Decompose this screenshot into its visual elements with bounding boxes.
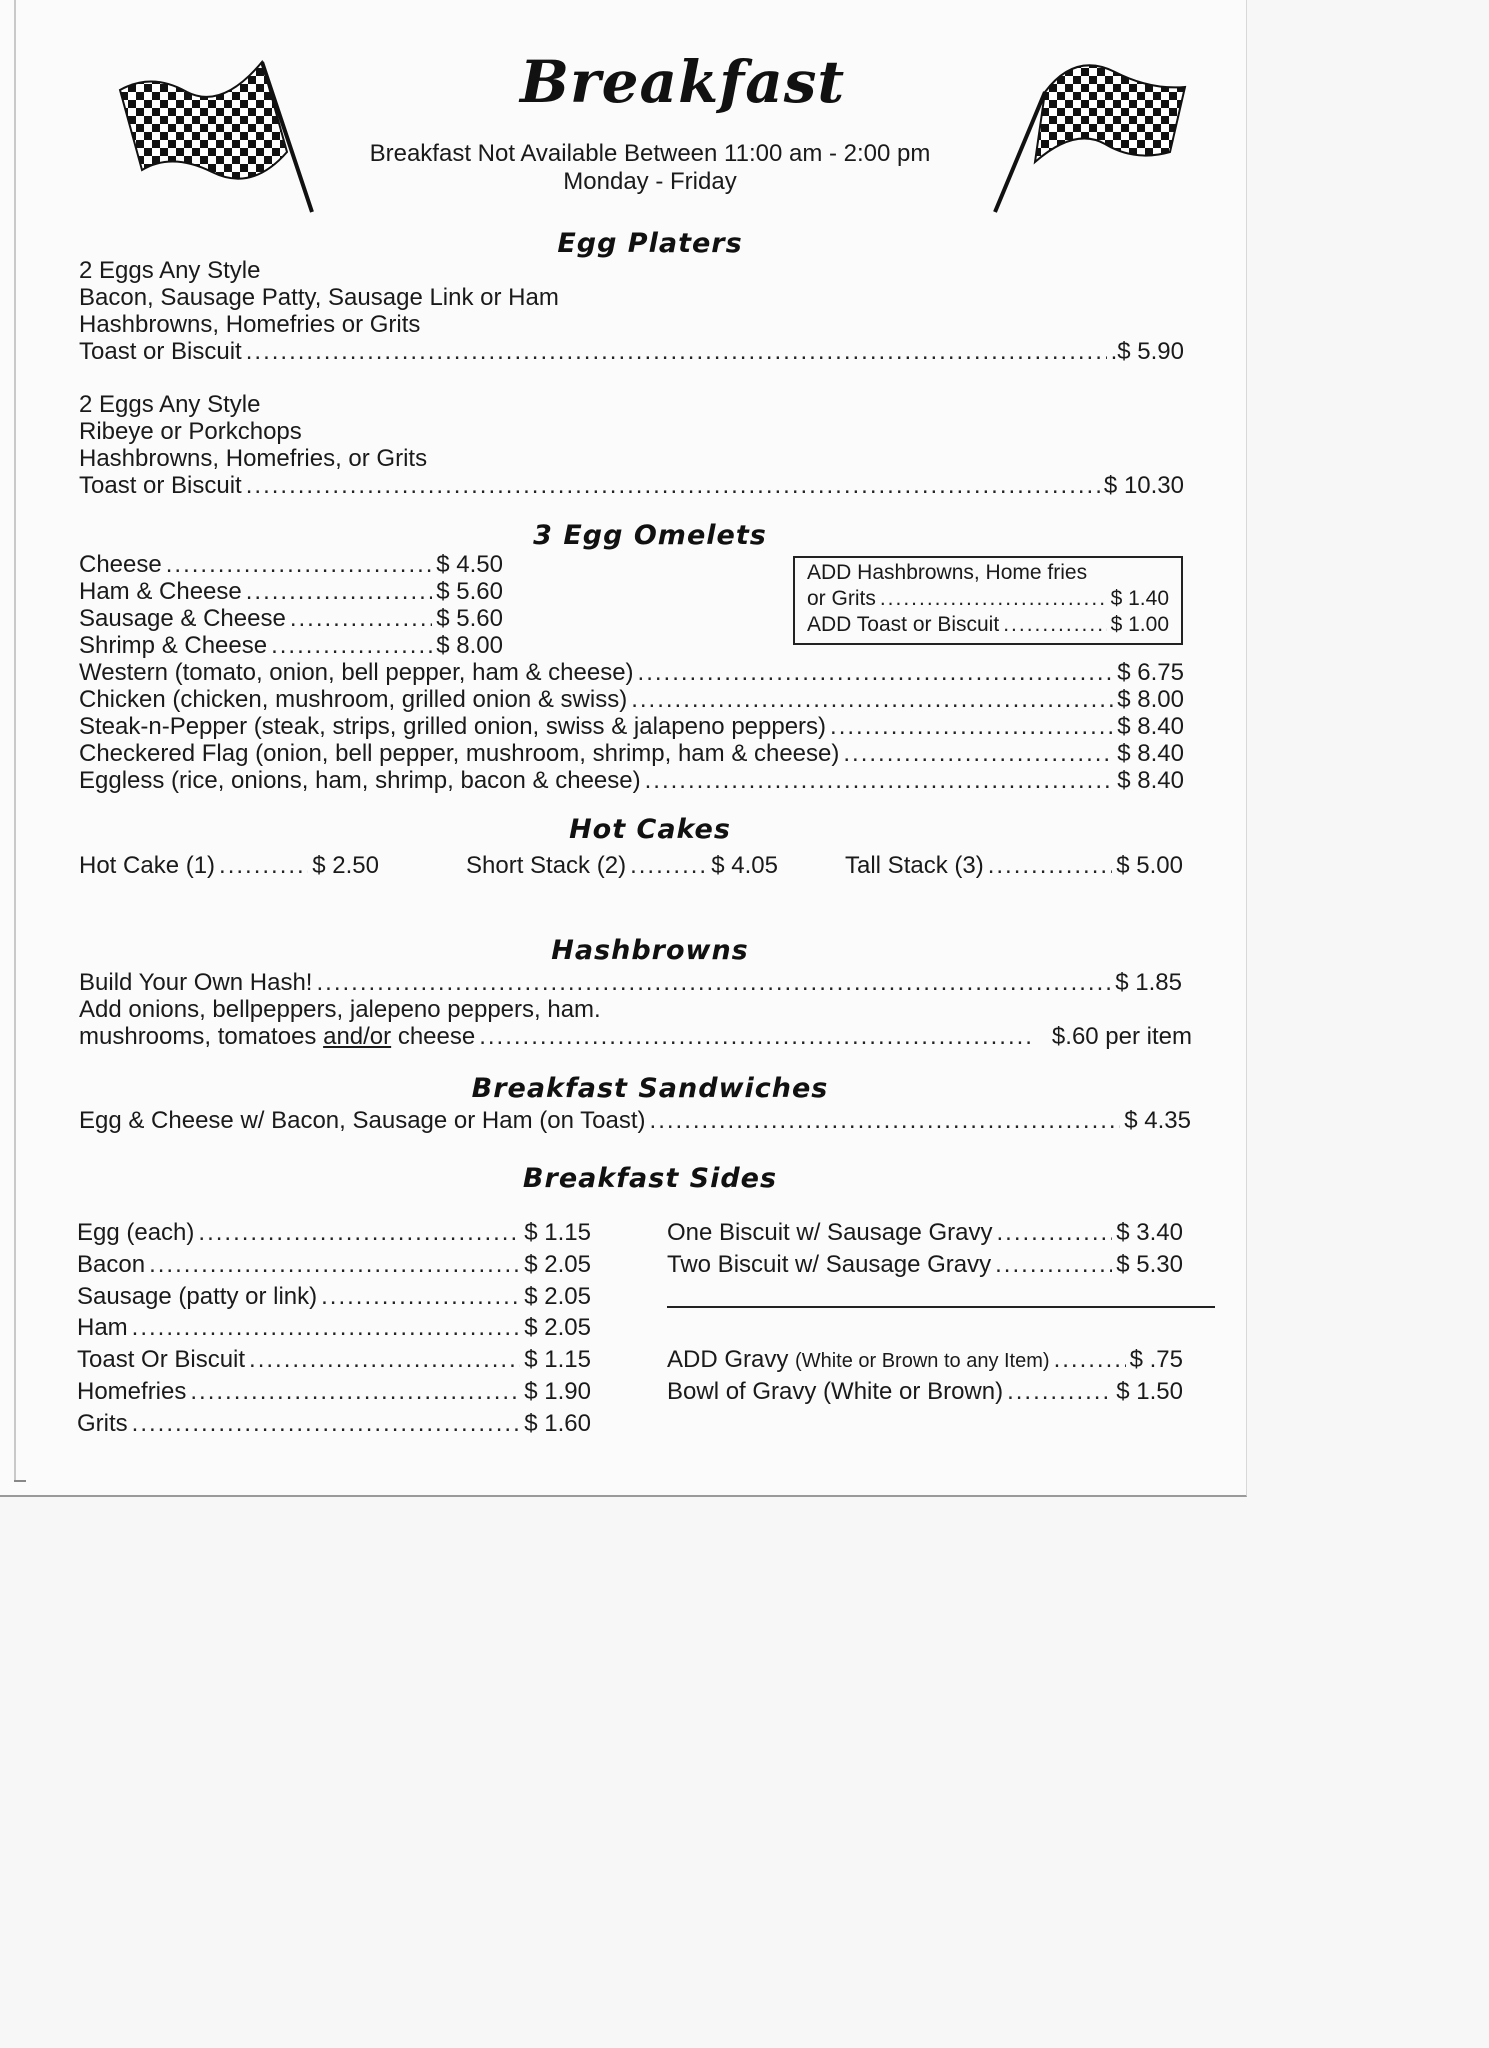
item-name: Toast Or Biscuit xyxy=(77,1346,246,1373)
plate1-line: Bacon, Sausage Patty, Sausage Link or Ham xyxy=(79,284,559,311)
item-price: $ 5.30 xyxy=(1116,1251,1183,1278)
item-name: Eggless (rice, onions, ham, shrimp, bacon & cheese) xyxy=(79,767,641,794)
dot-leader xyxy=(316,969,1111,996)
omelet-short-row xyxy=(79,605,503,632)
item-name: Ham xyxy=(77,1314,128,1341)
dot-leader xyxy=(271,632,432,659)
dot-leader xyxy=(880,586,1107,612)
gravy-biscuit-row xyxy=(667,1219,1183,1246)
add-ons-box xyxy=(793,556,1183,645)
item-name: Ham & Cheese xyxy=(79,578,242,605)
plate2-line: Ribeye or Porkchops xyxy=(79,418,302,445)
item-price: $ 4.50 xyxy=(436,551,503,578)
addbox-row xyxy=(807,586,1169,612)
dot-leader xyxy=(290,605,432,632)
item-price: $ 2.05 xyxy=(524,1314,591,1341)
item-name: Homefries xyxy=(77,1378,187,1405)
dot-leader xyxy=(843,740,1113,767)
item-price: $ 1.15 xyxy=(524,1219,591,1246)
side-row xyxy=(77,1410,591,1437)
plate2-price-row xyxy=(79,472,1184,499)
item-name xyxy=(79,1023,475,1050)
item-name: Grits xyxy=(77,1410,128,1437)
dot-leader xyxy=(645,767,1114,794)
item-price: $ 4.35 xyxy=(1124,1107,1191,1134)
scan-edge-tick xyxy=(14,1480,26,1482)
omelet-short-row xyxy=(79,632,503,659)
item-name: Steak-n-Pepper (steak, strips, grilled onion, swiss & jalapeno peppers) xyxy=(79,713,827,740)
side-row xyxy=(77,1251,591,1278)
item-price: $ .75 xyxy=(1129,1346,1183,1373)
dot-leader xyxy=(190,1378,520,1405)
dot-leader xyxy=(219,852,308,879)
hot-cake-row xyxy=(845,852,1183,879)
dot-leader xyxy=(246,578,433,605)
item-name xyxy=(667,1346,1050,1375)
hot-cake-row xyxy=(79,852,379,879)
item-name: Build Your Own Hash! xyxy=(79,969,313,996)
addon-text: mushrooms, tomatoes xyxy=(79,1023,324,1050)
item-name: Sausage & Cheese xyxy=(79,605,286,632)
item-name: Bowl of Gravy (White or Brown) xyxy=(667,1378,1004,1405)
side-row xyxy=(77,1378,591,1405)
item-name: or Grits xyxy=(807,587,876,610)
side-row xyxy=(77,1314,591,1341)
dot-leader xyxy=(166,551,433,578)
dot-leader xyxy=(996,1219,1112,1246)
dot-leader xyxy=(246,472,1100,499)
plate2-line: Hashbrowns, Homefries, or Grits xyxy=(79,445,428,472)
item-name: Shrimp & Cheese xyxy=(79,632,268,659)
item-price: $ 2.05 xyxy=(524,1251,591,1278)
dot-leader xyxy=(321,1283,520,1310)
item-price: $ 8.40 xyxy=(1117,713,1184,740)
item-price: $.60 per item xyxy=(1051,1023,1192,1050)
gravy-bowl-row xyxy=(667,1378,1183,1405)
hash-build-row xyxy=(79,969,1182,996)
section-title-hot-cakes: Hot Cakes xyxy=(569,814,731,845)
dot-leader xyxy=(830,713,1113,740)
gravy-add-label: ADD Gravy xyxy=(667,1346,789,1373)
item-name: ADD Toast or Biscuit xyxy=(807,613,1000,636)
omelet-short-row xyxy=(79,551,503,578)
item-price: $ 5.00 xyxy=(1116,852,1183,879)
addon-text: cheese xyxy=(391,1023,476,1050)
dot-leader xyxy=(631,686,1113,713)
checkered-flag-left-icon xyxy=(112,52,322,217)
item-price: $ 8.40 xyxy=(1117,767,1184,794)
omelet-long-row xyxy=(79,659,1184,686)
side-row xyxy=(77,1283,591,1310)
item-name: Bacon xyxy=(77,1251,146,1278)
item-price: $ 2.05 xyxy=(524,1283,591,1310)
item-name: Toast or Biscuit xyxy=(79,338,242,365)
item-price: $ 6.75 xyxy=(1117,659,1184,686)
checkered-flag-right-icon xyxy=(985,52,1195,217)
section-title-hashbrowns: Hashbrowns xyxy=(551,935,749,966)
item-name: Hot Cake (1) xyxy=(79,852,216,879)
plate1-line: Hashbrowns, Homefries or Grits xyxy=(79,311,421,338)
item-price: $ 1.85 xyxy=(1115,969,1182,996)
dot-leader xyxy=(246,338,1107,365)
gravy-add-note: (White or Brown to any Item) xyxy=(795,1350,1050,1372)
omelet-long-row xyxy=(79,767,1184,794)
plate1-price-row xyxy=(79,338,1184,365)
plate1-line: 2 Eggs Any Style xyxy=(79,257,261,284)
dot-leader xyxy=(995,1251,1112,1278)
item-price: $ 10.30 xyxy=(1103,472,1184,499)
scan-edge xyxy=(14,0,16,1480)
item-price: $ 8.00 xyxy=(1117,686,1184,713)
section-title-omelets: 3 Egg Omelets xyxy=(533,520,767,551)
item-name: Western (tomato, onion, bell pepper, ham & cheese) xyxy=(79,659,634,686)
item-name: Two Biscuit w/ Sausage Gravy xyxy=(667,1251,992,1278)
side-row xyxy=(77,1346,591,1373)
item-name: Checkered Flag (onion, bell pepper, mushroom, shrimp, ham & cheese) xyxy=(79,740,840,767)
item-price: $ 3.40 xyxy=(1116,1219,1183,1246)
item-price: $ 1.15 xyxy=(524,1346,591,1373)
gravy-biscuit-row xyxy=(667,1251,1183,1278)
addbox-line: ADD Hashbrowns, Home fries xyxy=(807,561,1088,584)
item-price: $ 5.60 xyxy=(436,578,503,605)
dot-leader xyxy=(1007,1378,1112,1405)
section-title-sandwiches: Breakfast Sandwiches xyxy=(471,1073,829,1104)
dot-leader xyxy=(479,1023,1030,1050)
gravy-add-row xyxy=(667,1346,1183,1375)
dot-leader xyxy=(149,1251,520,1278)
item-price: $ 4.05 xyxy=(711,852,778,879)
item-name: Short Stack (2) xyxy=(466,852,627,879)
item-price: $ 8.00 xyxy=(436,632,503,659)
item-price: $ 1.00 xyxy=(1110,613,1169,636)
hot-cake-row xyxy=(466,852,778,879)
item-name: One Biscuit w/ Sausage Gravy xyxy=(667,1219,993,1246)
divider xyxy=(667,1306,1215,1308)
item-price: $ 5.60 xyxy=(436,605,503,632)
section-title-egg-platers: Egg Platers xyxy=(557,228,743,259)
item-name: Chicken (chicken, mushroom, grilled onion & swiss) xyxy=(79,686,628,713)
dot-leader xyxy=(630,852,707,879)
item-price: $ 2.50 xyxy=(312,852,379,879)
item-price: $ 1.90 xyxy=(524,1378,591,1405)
hash-addon-line: Add onions, bellpeppers, jalepeno peppers, ham. xyxy=(79,996,601,1023)
item-name: Toast or Biscuit xyxy=(79,472,242,499)
dot-leader xyxy=(988,852,1113,879)
addon-underlined: and/or xyxy=(323,1023,392,1050)
item-name: Egg (each) xyxy=(77,1219,195,1246)
dot-leader xyxy=(198,1219,520,1246)
sandwich-row xyxy=(79,1107,1191,1134)
item-price: $ 1.60 xyxy=(524,1410,591,1437)
menu-title: Breakfast xyxy=(520,48,846,116)
section-title-sides: Breakfast Sides xyxy=(522,1163,778,1194)
item-name: Sausage (patty or link) xyxy=(77,1283,318,1310)
dot-leader xyxy=(650,1107,1121,1134)
item-name: Egg & Cheese w/ Bacon, Sausage or Ham (on Toast) xyxy=(79,1107,646,1134)
availability-note: Breakfast Not Available Between 11:00 am - 2:00 pm xyxy=(369,140,931,167)
item-price: .$ 5.90 xyxy=(1110,338,1184,365)
addbox-row xyxy=(807,612,1169,638)
dot-leader xyxy=(249,1346,520,1373)
item-price: $ 8.40 xyxy=(1117,740,1184,767)
omelet-short-row xyxy=(79,578,503,605)
item-price: $ 1.50 xyxy=(1116,1378,1183,1405)
plate2-line: 2 Eggs Any Style xyxy=(79,391,261,418)
omelet-long-row xyxy=(79,713,1184,740)
omelet-long-row xyxy=(79,686,1184,713)
item-name: Cheese xyxy=(79,551,162,578)
side-row xyxy=(77,1219,591,1246)
dot-leader xyxy=(132,1314,521,1341)
dot-leader xyxy=(1054,1346,1126,1373)
dot-leader xyxy=(638,659,1114,686)
dot-leader xyxy=(132,1410,521,1437)
item-name: Tall Stack (3) xyxy=(845,852,984,879)
dot-leader xyxy=(1003,612,1106,638)
item-price: $ 1.40 xyxy=(1110,587,1169,610)
availability-days: Monday - Friday xyxy=(563,168,737,195)
omelet-long-row xyxy=(79,740,1184,767)
hash-addon-price-row xyxy=(79,1023,1192,1050)
